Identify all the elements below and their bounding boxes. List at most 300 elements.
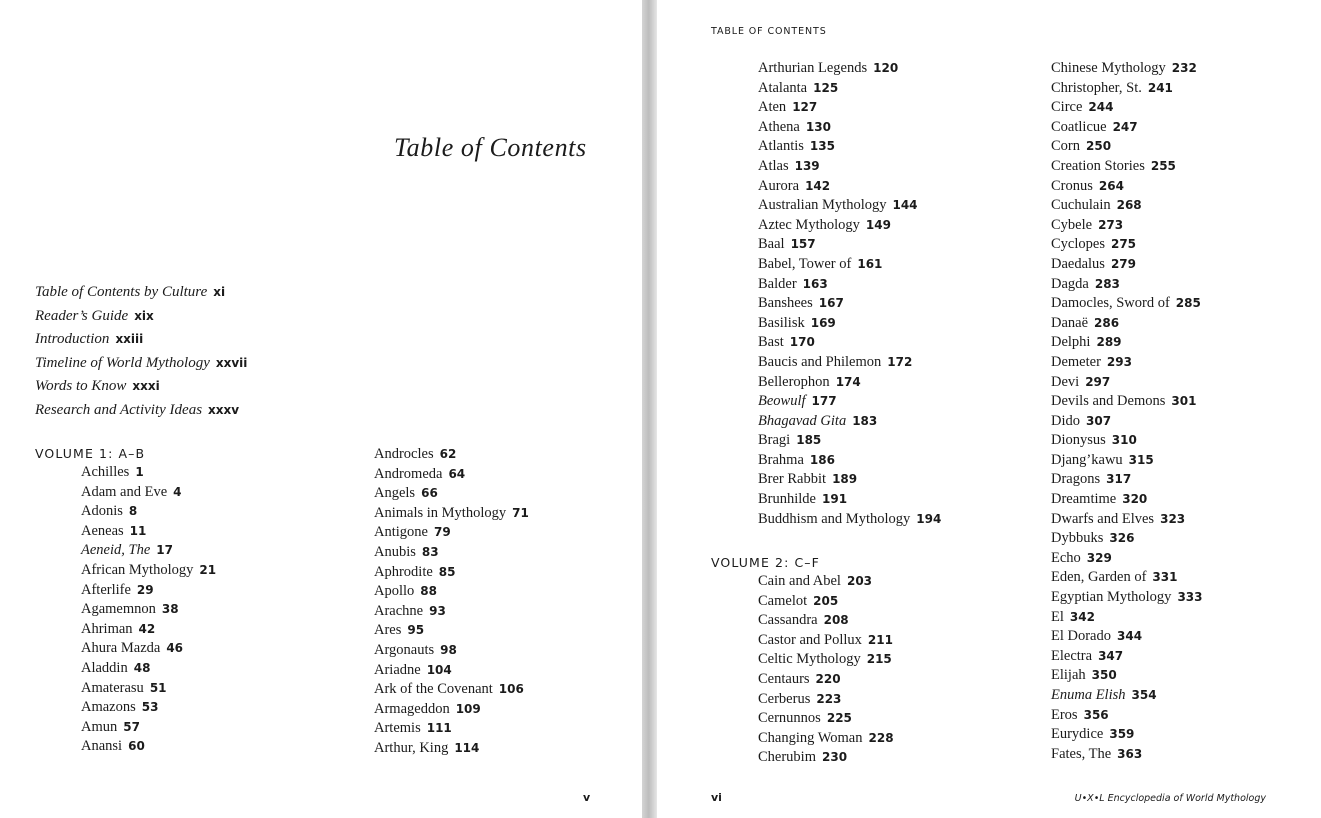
toc-entry <box>758 314 941 334</box>
entry-title: Eurydice <box>1051 726 1104 743</box>
entry-page: 172 <box>887 354 913 369</box>
entry-title: Electra <box>1051 647 1093 664</box>
entry-page: 279 <box>1110 256 1137 271</box>
entry-title: Danaë <box>1051 314 1089 331</box>
toc-entry <box>374 445 529 465</box>
entry-page: 191 <box>822 492 848 507</box>
entry-page: 208 <box>823 613 849 628</box>
entry-title: Devi <box>1051 373 1080 390</box>
entry-title: Atlas <box>758 157 789 174</box>
entry-title: Apollo <box>374 583 415 600</box>
toc-entry <box>1051 59 1203 79</box>
entry-title: Table of Contents by Culture <box>35 284 208 300</box>
toc-entry <box>758 373 941 393</box>
entry-title: Athena <box>758 118 800 135</box>
entry-page: 329 <box>1086 550 1112 565</box>
entry-title: Castor and Pollux <box>758 631 862 648</box>
toc-entry <box>1051 177 1203 197</box>
entry-page: 273 <box>1098 217 1124 232</box>
entry-title: Aztec Mythology <box>758 216 860 233</box>
entry-title: Creation Stories <box>1051 157 1145 174</box>
entry-title: Amazons <box>81 699 136 716</box>
entry-title: Angels <box>374 485 416 502</box>
footer-book-title: U•X•L Encyclopedia of World Mythology <box>1074 793 1266 804</box>
entry-page: 177 <box>811 394 837 409</box>
toc-entry <box>758 294 941 314</box>
entry-page: 170 <box>789 335 815 350</box>
entry-page: 142 <box>805 178 831 193</box>
toc-entry <box>374 661 529 681</box>
toc-entry <box>758 177 941 197</box>
entry-title: Babel, Tower of <box>758 255 852 272</box>
entry-title: African Mythology <box>81 561 194 578</box>
toc-entry <box>1051 157 1203 177</box>
entry-title: Andromeda <box>374 465 443 482</box>
entry-page: xxvii <box>215 355 248 370</box>
entry-title: Agamemnon <box>81 601 156 618</box>
entry-title: Bast <box>758 334 784 351</box>
entry-title: Enuma Elish <box>1051 687 1126 703</box>
toc-entry <box>374 563 529 583</box>
toc-entry <box>374 700 529 720</box>
toc-entry <box>758 412 941 432</box>
entry-title: Dido <box>1051 412 1080 429</box>
entry-title: Brahma <box>758 451 804 468</box>
entry-title: Words to Know <box>35 378 127 395</box>
entry-title: Changing Woman <box>758 729 863 746</box>
toc-entry <box>1051 255 1203 275</box>
toc-entry <box>1051 706 1203 726</box>
entry-title: Circe <box>1051 99 1083 116</box>
entry-title: Egyptian Mythology <box>1051 589 1172 606</box>
toc-entry <box>1051 549 1203 569</box>
entry-page: 169 <box>810 315 836 330</box>
toc-entry <box>1051 451 1203 471</box>
toc-entry <box>758 592 894 612</box>
entry-title: Aeneid, The <box>81 542 151 559</box>
entry-page: 344 <box>1117 629 1143 644</box>
entry-page: 104 <box>426 662 452 677</box>
entry-title: Atlantis <box>758 138 804 155</box>
entry-page: 275 <box>1110 237 1137 252</box>
volume-heading: VOLUME 1: A–B <box>35 446 146 461</box>
entry-title: Cernunnos <box>758 710 821 727</box>
toc-entry <box>758 690 894 710</box>
entry-page: 230 <box>822 750 848 765</box>
entry-title: Brunhilde <box>758 491 816 508</box>
entry-page: 205 <box>813 593 839 608</box>
entry-page: 354 <box>1131 688 1157 702</box>
toc-entry <box>81 620 216 640</box>
entry-page: 250 <box>1086 139 1112 154</box>
entry-title: Damocles, Sword of <box>1051 295 1170 312</box>
entry-page: 225 <box>826 711 852 726</box>
entry-title: Afterlife <box>81 581 131 598</box>
toc-entry <box>758 255 941 275</box>
entry-title: Basilisk <box>758 314 805 331</box>
toc-entry <box>1051 588 1203 608</box>
entry-title: Demeter <box>1051 353 1101 370</box>
entry-page: 135 <box>809 139 835 154</box>
running-head: TABLE OF CONTENTS <box>711 26 827 37</box>
toc-entry <box>758 98 941 118</box>
toc-entry <box>1051 529 1203 549</box>
toc-entry <box>1051 275 1203 295</box>
toc-entry <box>81 600 216 620</box>
front-matter-item <box>35 329 247 353</box>
entry-page: 331 <box>1152 570 1178 585</box>
entry-page: 66 <box>421 486 438 501</box>
page-number: vi <box>711 791 722 804</box>
entry-title: Aphrodite <box>374 563 433 580</box>
entry-title: Adonis <box>81 503 123 520</box>
front-matter-item <box>35 376 247 400</box>
entry-page: 85 <box>438 564 456 579</box>
entry-page: 11 <box>129 523 147 538</box>
entry-page: 93 <box>429 603 446 618</box>
toc-entry <box>374 641 529 661</box>
entry-page: 347 <box>1098 648 1124 663</box>
entry-page: 317 <box>1106 472 1132 487</box>
entry-page: 228 <box>868 730 894 745</box>
entry-title: Dagda <box>1051 275 1089 292</box>
entry-page: 326 <box>1109 531 1135 546</box>
toc-column-right-1b <box>758 572 894 768</box>
entry-page: 310 <box>1111 433 1137 448</box>
toc-entry <box>758 470 941 490</box>
toc-entry <box>374 621 529 641</box>
entry-page: 244 <box>1088 100 1114 115</box>
entry-page: 51 <box>149 680 167 695</box>
entry-page: 130 <box>805 119 831 134</box>
entry-title: Delphi <box>1051 334 1091 351</box>
front-matter-list <box>35 282 247 424</box>
entry-title: Anubis <box>374 543 416 560</box>
entry-title: Bragi <box>758 432 791 449</box>
entry-title: Dybbuks <box>1051 530 1104 547</box>
entry-page: 4 <box>173 484 182 499</box>
toc-entry <box>81 659 216 679</box>
toc-column-left-2 <box>374 445 529 759</box>
toc-entry <box>374 504 529 524</box>
entry-page: 161 <box>857 256 883 271</box>
book-gutter <box>642 0 657 818</box>
toc-entry <box>758 748 894 768</box>
toc-entry <box>758 333 941 353</box>
entry-title: Artemis <box>374 720 421 737</box>
front-matter-item <box>35 400 247 424</box>
entry-page: 139 <box>794 158 820 173</box>
toc-entry <box>758 431 941 451</box>
toc-entry <box>1051 373 1203 393</box>
entry-title: Research and Activity Ideas <box>35 401 203 418</box>
entry-title: Timeline of World Mythology <box>35 354 210 371</box>
entry-page: 247 <box>1112 119 1138 134</box>
entry-title: Androcles <box>374 446 434 462</box>
entry-title: Balder <box>758 275 797 292</box>
toc-entry <box>758 650 894 670</box>
toc-entry <box>1051 235 1203 255</box>
toc-entry <box>374 484 529 504</box>
entry-page: 194 <box>916 511 942 526</box>
entry-title: Cerberus <box>758 690 811 707</box>
toc-entry <box>758 216 941 236</box>
entry-title: Dreamtime <box>1051 491 1117 508</box>
toc-entry <box>81 561 216 581</box>
entry-title: Baucis and Philemon <box>758 353 882 370</box>
entry-title: Ahura Mazda <box>81 640 161 657</box>
toc-entry <box>374 719 529 739</box>
entry-page: 342 <box>1069 609 1095 624</box>
entry-page: 359 <box>1109 727 1135 742</box>
entry-title: Camelot <box>758 592 808 609</box>
page-number: v <box>583 791 591 804</box>
entry-page: 109 <box>455 701 481 716</box>
toc-entry <box>374 523 529 543</box>
entry-page: 315 <box>1128 452 1154 467</box>
toc-entry <box>1051 470 1203 490</box>
entry-title: Cherubim <box>758 749 816 766</box>
toc-entry <box>1051 412 1203 432</box>
entry-page: xxxi <box>132 379 160 394</box>
entry-page: 29 <box>136 582 154 597</box>
entry-page: 17 <box>156 543 173 558</box>
entry-title: Celtic Mythology <box>758 651 861 668</box>
entry-page: 211 <box>867 632 893 647</box>
toc-entry <box>81 639 216 659</box>
toc-column-left-1 <box>81 463 216 757</box>
entry-page: 125 <box>813 80 839 95</box>
entry-title: Antigone <box>374 524 428 541</box>
front-matter-item <box>35 353 247 377</box>
toc-entry <box>1051 725 1203 745</box>
toc-entry <box>758 392 941 412</box>
toc-entry <box>758 670 894 690</box>
entry-title: Dwarfs and Elves <box>1051 510 1155 527</box>
toc-entry <box>758 59 941 79</box>
entry-title: Banshees <box>758 295 813 312</box>
entry-page: xix <box>134 308 154 323</box>
entry-page: 223 <box>816 691 842 706</box>
entry-page: 285 <box>1175 296 1201 311</box>
entry-page: 286 <box>1094 315 1120 330</box>
entry-title: Ahriman <box>81 620 133 637</box>
entry-page: 95 <box>407 623 425 638</box>
entry-page: 283 <box>1094 276 1120 291</box>
toc-entry <box>1051 745 1203 765</box>
entry-page: 297 <box>1085 374 1111 389</box>
toc-entry <box>1051 196 1203 216</box>
entry-page: 189 <box>832 472 858 487</box>
entry-title: Cuchulain <box>1051 197 1111 214</box>
entry-title: Chinese Mythology <box>1051 60 1166 76</box>
entry-page: 106 <box>498 682 524 697</box>
toc-entry <box>1051 608 1203 628</box>
toc-entry <box>1051 666 1203 686</box>
toc-entry <box>1051 431 1203 451</box>
toc-entry <box>758 137 941 157</box>
entry-page: 203 <box>846 574 873 588</box>
toc-entry <box>758 235 941 255</box>
entry-page: 111 <box>426 721 452 736</box>
toc-entry <box>81 718 216 738</box>
entry-page: 48 <box>133 660 151 675</box>
entry-title: Ark of the Covenant <box>374 681 493 698</box>
toc-entry <box>1051 510 1203 530</box>
entry-title: Ares <box>374 622 402 639</box>
entry-title: Reader’s Guide <box>35 307 129 324</box>
toc-entry <box>1051 647 1203 667</box>
entry-page: 241 <box>1147 80 1173 95</box>
entry-title: Adam and Eve <box>81 483 168 500</box>
entry-title: Australian Mythology <box>758 197 887 214</box>
entry-title: Cassandra <box>758 612 818 629</box>
toc-entry <box>81 483 216 503</box>
entry-title: Armageddon <box>374 700 450 717</box>
entry-page: 185 <box>796 433 822 448</box>
front-matter-item <box>35 306 247 330</box>
entry-title: Daedalus <box>1051 255 1105 272</box>
right-page <box>657 0 1321 818</box>
entry-title: Animals in Mythology <box>374 504 507 521</box>
entry-page: 88 <box>420 584 437 599</box>
entry-page: 79 <box>433 525 451 540</box>
entry-page: 21 <box>199 562 217 577</box>
toc-entry <box>758 631 894 651</box>
entry-title: Aeneas <box>81 522 124 539</box>
entry-page: 307 <box>1086 413 1112 428</box>
entry-title: Echo <box>1051 549 1081 566</box>
toc-entry <box>1051 686 1203 706</box>
toc-entry <box>758 353 941 373</box>
toc-entry <box>81 522 216 542</box>
entry-title: Aurora <box>758 177 800 194</box>
entry-title: Achilles <box>81 464 130 480</box>
toc-entry <box>374 582 529 602</box>
toc-entry <box>758 196 941 216</box>
entry-title: Coatlicue <box>1051 118 1107 135</box>
entry-page: 98 <box>440 642 457 657</box>
toc-entry <box>81 698 216 718</box>
toc-entry <box>1051 353 1203 373</box>
toc-entry <box>81 502 216 522</box>
toc-entry <box>1051 137 1203 157</box>
entry-page: xxiii <box>115 332 144 347</box>
toc-entry <box>758 709 894 729</box>
entry-page: 320 <box>1122 492 1148 507</box>
entry-title: Arachne <box>374 602 424 619</box>
toc-entry <box>1051 627 1203 647</box>
toc-entry <box>1051 98 1203 118</box>
entry-page: 8 <box>128 504 138 519</box>
toc-entry <box>758 118 941 138</box>
entry-page: 350 <box>1091 668 1117 683</box>
entry-title: Elijah <box>1051 667 1086 684</box>
entry-page: 71 <box>512 505 529 520</box>
entry-page: 1 <box>135 465 144 479</box>
entry-page: 62 <box>439 447 457 461</box>
entry-title: Cain and Abel <box>758 573 841 589</box>
entry-page: 289 <box>1096 335 1122 350</box>
entry-page: 114 <box>454 740 480 755</box>
entry-title: Anansi <box>81 738 123 755</box>
entry-page: 186 <box>809 452 835 467</box>
entry-page: 293 <box>1106 354 1132 369</box>
entry-page: 57 <box>123 719 140 734</box>
toc-entry <box>81 463 216 483</box>
entry-page: 127 <box>792 100 818 115</box>
toc-entry <box>374 602 529 622</box>
toc-entry <box>81 581 216 601</box>
entry-title: Arthurian Legends <box>758 60 868 76</box>
entry-title: Brer Rabbit <box>758 471 827 488</box>
entry-title: Baal <box>758 236 785 253</box>
entry-page: 301 <box>1171 394 1197 409</box>
toc-entry <box>1051 79 1203 99</box>
toc-entry <box>1051 216 1203 236</box>
entry-page: 149 <box>865 217 891 232</box>
toc-entry <box>758 611 894 631</box>
entry-page: 220 <box>815 671 841 686</box>
front-matter-item <box>35 282 247 306</box>
entry-page: 215 <box>866 652 892 667</box>
toc-entry <box>758 79 941 99</box>
entry-page: 53 <box>141 700 159 715</box>
entry-title: Eros <box>1051 706 1078 723</box>
entry-title: Bellerophon <box>758 373 830 390</box>
entry-page: 38 <box>161 602 179 617</box>
entry-page: 157 <box>790 237 816 252</box>
volume-heading: VOLUME 2: C–F <box>711 555 820 570</box>
toc-column-right-2 <box>1051 59 1203 764</box>
entry-title: Amaterasu <box>81 679 144 696</box>
entry-title: Introduction <box>35 331 110 348</box>
entry-page: 144 <box>892 198 918 213</box>
entry-title: Dragons <box>1051 471 1101 488</box>
entry-title: Aten <box>758 99 787 116</box>
entry-page: 264 <box>1098 178 1124 193</box>
toc-entry <box>1051 294 1203 314</box>
entry-title: Fates, The <box>1051 745 1112 762</box>
entry-page: 255 <box>1150 158 1176 173</box>
entry-page: xi <box>213 285 226 299</box>
toc-column-right-1 <box>758 59 941 529</box>
left-page <box>0 0 642 818</box>
toc-entry <box>374 739 529 759</box>
entry-page: 163 <box>802 276 828 291</box>
entry-title: El <box>1051 608 1064 625</box>
toc-entry <box>758 451 941 471</box>
entry-title: Ariadne <box>374 661 421 678</box>
toc-entry <box>1051 568 1203 588</box>
entry-title: El Dorado <box>1051 628 1111 645</box>
entry-page: 323 <box>1160 511 1186 526</box>
toc-entry <box>1051 392 1203 412</box>
entry-page: 183 <box>852 413 878 428</box>
toc-entry <box>81 541 216 561</box>
entry-page: 333 <box>1177 590 1203 605</box>
entry-title: Cronus <box>1051 177 1093 194</box>
entry-page: 268 <box>1116 198 1142 213</box>
entry-title: Centaurs <box>758 670 810 687</box>
entry-page: 120 <box>873 61 899 75</box>
toc-entry <box>758 510 941 530</box>
entry-page: 167 <box>818 296 844 311</box>
entry-title: Corn <box>1051 138 1080 155</box>
entry-title: Atalanta <box>758 79 808 96</box>
entry-title: Bhagavad Gita <box>758 412 847 429</box>
entry-page: 64 <box>448 466 466 481</box>
